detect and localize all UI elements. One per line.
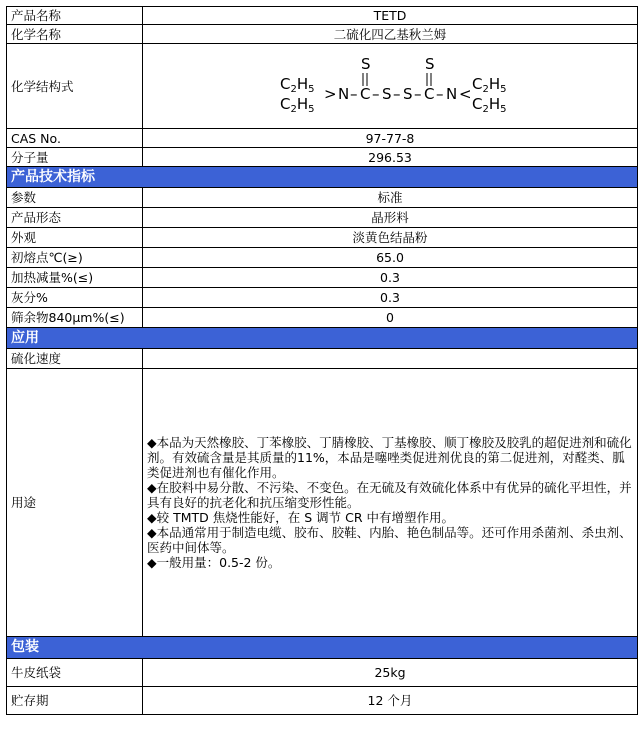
formula-dash-2: –: [372, 85, 380, 103]
usage-paragraph: ◆本品为天然橡胶、丁苯橡胶、丁腈橡胶、丁基橡胶、顺丁橡胶及胶乳的超促进剂和硫化剂。有效硫含量是其质量的11%，本品是噻唑类促进剂优良的第二促进剂，对醛类、胍类促进剂也有催化作用。: [147, 435, 632, 480]
tech-melting-point-label: 初熔点℃(≥): [7, 248, 143, 268]
tech-sieve-residue-label: 筛余物840μm%(≤): [7, 308, 143, 328]
structural-formula: [260, 51, 520, 121]
formula-c-right: C: [424, 85, 435, 103]
molecular-weight-value: 296.53: [143, 148, 638, 167]
spec-table: [6, 6, 638, 715]
row-structure: [7, 44, 638, 129]
packaging-bag-label: 牛皮纸袋: [7, 659, 143, 687]
vulcanization-speed-label: 硫化速度: [7, 349, 143, 369]
chemical-name-label: 化学名称: [7, 25, 143, 44]
formula-left-ethyl-top: $C_2H_5$: [280, 75, 315, 95]
formula-right-ethyl-top: $C_2H_5$: [472, 75, 507, 95]
tech-heat-loss-label: 加热减量%(≤): [7, 268, 143, 288]
formula-s-top-right: S: [425, 55, 435, 73]
formula-dash-3: –: [393, 85, 401, 103]
section-tech-spec-title: 产品技术指标: [7, 167, 638, 188]
formula-c-left: C: [360, 85, 371, 103]
tech-row: [7, 208, 638, 228]
row-chemical-name: [7, 25, 638, 44]
tech-row: [7, 288, 638, 308]
cas-label: CAS No.: [7, 129, 143, 148]
storage-period-value: 12 个月: [143, 687, 638, 715]
row-packaging-bag: [7, 659, 638, 687]
cas-value: 97-77-8: [143, 129, 638, 148]
product-name-value: TETD: [143, 7, 638, 25]
section-application: [7, 328, 638, 349]
formula-dash-1: –: [350, 85, 358, 103]
formula-s-top-left: S: [361, 55, 371, 73]
formula-right-ethyl-bottom: $C_2H_5$: [472, 95, 507, 115]
tech-heat-loss-value: 0.3: [143, 268, 638, 288]
formula-s-2: S: [403, 85, 413, 103]
tech-row: [7, 188, 638, 208]
tech-row: [7, 248, 638, 268]
tech-appearance-value: 淡黄色结晶粉: [143, 228, 638, 248]
row-cas: [7, 129, 638, 148]
formula-n-right: N: [446, 85, 458, 103]
section-packaging: [7, 637, 638, 659]
tech-sieve-residue-value: 0: [143, 308, 638, 328]
formula-lt: <: [459, 85, 472, 103]
storage-period-label: 贮存期: [7, 687, 143, 715]
section-application-title: 应用: [7, 328, 638, 349]
tech-form-label: 产品形态: [7, 208, 143, 228]
row-storage-period: [7, 687, 638, 715]
row-vulcanization-speed: [7, 349, 638, 369]
tech-param-value: 标准: [143, 188, 638, 208]
tech-ash-value: 0.3: [143, 288, 638, 308]
tech-form-value: 晶形料: [143, 208, 638, 228]
usage-paragraph: ◆一般用量：0.5-2 份。: [147, 555, 281, 570]
molecular-weight-label: 分子量: [7, 148, 143, 167]
row-molecular-weight: [7, 148, 638, 167]
usage-paragraph: ◆在胶料中易分散、不污染、不变色。在无硫及有效硫化体系中有优异的硫化平坦性，并具有良好的抗老化和抗压缩变形性能。: [147, 480, 632, 510]
usage-paragraph: ◆较 TMTD 焦烧性能好，在 S 调节 CR 中有增塑作用。: [147, 510, 454, 525]
usage-paragraph: ◆本品通常用于制造电缆、胶布、胶鞋、内胎、艳色制品等。还可作用杀菌剂、杀虫剂、医药中间体等。: [147, 525, 632, 555]
chemical-name-value: 二硫化四乙基秋兰姆: [143, 25, 638, 44]
tech-row: [7, 228, 638, 248]
row-product-name: [7, 7, 638, 25]
section-tech-spec: [7, 167, 638, 188]
tech-appearance-label: 外观: [7, 228, 143, 248]
formula-n-left: N: [338, 85, 350, 103]
row-usage: [7, 369, 638, 637]
usage-text: [143, 369, 638, 637]
formula-s-1: S: [382, 85, 392, 103]
section-packaging-title: 包装: [7, 637, 638, 659]
structure-label: 化学结构式: [7, 44, 143, 129]
usage-label: 用途: [7, 369, 143, 637]
formula-dash-5: –: [436, 85, 444, 103]
tech-param-label: 参数: [7, 188, 143, 208]
tech-row: [7, 268, 638, 288]
product-name-label: 产品名称: [7, 7, 143, 25]
tech-melting-point-value: 65.0: [143, 248, 638, 268]
formula-gt: >: [324, 85, 337, 103]
vulcanization-speed-value: [143, 349, 638, 369]
formula-dash-4: –: [414, 85, 422, 103]
tech-row: [7, 308, 638, 328]
formula-left-ethyl-bottom: $C_2H_5$: [280, 95, 315, 115]
packaging-bag-value: 25kg: [143, 659, 638, 687]
structure-cell: [143, 44, 638, 129]
tech-ash-label: 灰分%: [7, 288, 143, 308]
